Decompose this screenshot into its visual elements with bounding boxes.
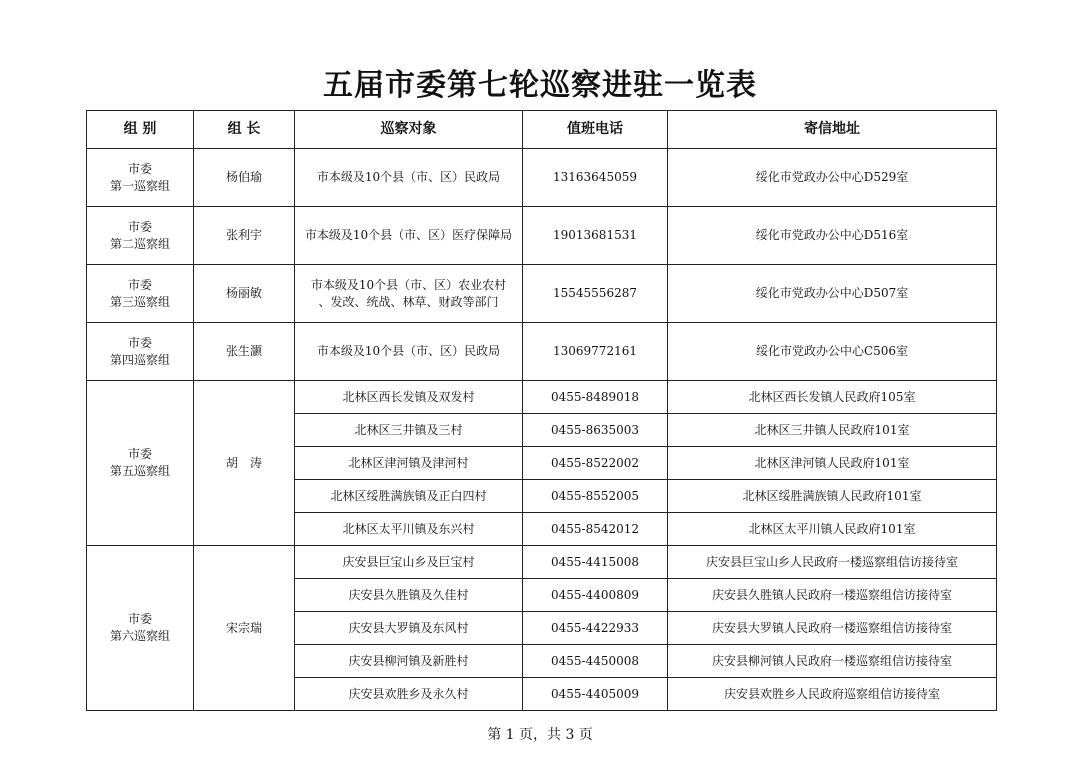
leader-cell: 张生灏 [194,323,295,381]
address-cell: 庆安县久胜镇人民政府一楼巡察组信访接待室 [668,579,997,612]
table-row [87,381,997,414]
group-name-cell: 市委 第五巡察组 [87,381,194,546]
group-name-cell: 市委 第三巡察组 [87,265,194,323]
table-body [87,149,997,711]
target-cell: 市本级及10个县（市、区）农业农村 、发改、统战、林草、财政等部门 [295,265,523,323]
inspection-table [86,110,997,711]
target-cell: 北林区津河镇及津河村 [295,447,523,480]
target-cell: 庆安县久胜镇及久佳村 [295,579,523,612]
phone-cell: 0455-8635003 [523,414,668,447]
phone-cell: 0455-8542012 [523,513,668,546]
phone-cell: 15545556287 [523,265,668,323]
header-phone: 值班电话 [523,111,668,149]
leader-cell: 胡 涛 [194,381,295,546]
header-address: 寄信地址 [668,111,997,149]
target-cell: 市本级及10个县（市、区）民政局 [295,149,523,207]
target-cell: 庆安县柳河镇及新胜村 [295,645,523,678]
phone-cell: 0455-8489018 [523,381,668,414]
address-cell: 绥化市党政办公中心C506室 [668,323,997,381]
target-cell: 北林区太平川镇及东兴村 [295,513,523,546]
page-number: 第 1 页，共 3 页 [487,727,593,743]
page-title: 五届市委第七轮巡察进驻一览表 [323,68,757,103]
phone-cell: 0455-4450008 [523,645,668,678]
phone-cell: 0455-4400809 [523,579,668,612]
phone-cell: 0455-8522002 [523,447,668,480]
target-cell: 庆安县欢胜乡及永久村 [295,678,523,711]
table-header-row [87,111,997,149]
phone-cell: 19013681531 [523,207,668,265]
address-cell: 庆安县欢胜乡人民政府巡察组信访接待室 [668,678,997,711]
target-cell: 北林区西长发镇及双发村 [295,381,523,414]
leader-cell: 宋宗瑞 [194,546,295,711]
leader-cell: 杨丽敏 [194,265,295,323]
phone-cell: 0455-4415008 [523,546,668,579]
address-cell: 北林区三井镇人民政府101室 [668,414,997,447]
header-target: 巡察对象 [295,111,523,149]
phone-cell: 13163645059 [523,149,668,207]
address-cell: 庆安县巨宝山乡人民政府一楼巡察组信访接待室 [668,546,997,579]
table-row [87,207,997,265]
header-leader: 组 长 [194,111,295,149]
target-cell: 庆安县大罗镇及东风村 [295,612,523,645]
phone-cell: 0455-8552005 [523,480,668,513]
table-row [87,149,997,207]
table-row [87,323,997,381]
address-cell: 北林区西长发镇人民政府105室 [668,381,997,414]
address-cell: 北林区绥胜满族镇人民政府101室 [668,480,997,513]
target-cell: 市本级及10个县（市、区）医疗保障局 [295,207,523,265]
header-group: 组 别 [87,111,194,149]
address-cell: 绥化市党政办公中心D516室 [668,207,997,265]
group-name-cell: 市委 第六巡察组 [87,546,194,711]
phone-cell: 0455-4405009 [523,678,668,711]
target-cell: 庆安县巨宝山乡及巨宝村 [295,546,523,579]
table-row [87,265,997,323]
address-cell: 庆安县柳河镇人民政府一楼巡察组信访接待室 [668,645,997,678]
leader-cell: 张利宇 [194,207,295,265]
target-cell: 北林区三井镇及三村 [295,414,523,447]
table-row [87,546,997,579]
address-cell: 绥化市党政办公中心D507室 [668,265,997,323]
phone-cell: 13069772161 [523,323,668,381]
address-cell: 绥化市党政办公中心D529室 [668,149,997,207]
leader-cell: 杨伯瑜 [194,149,295,207]
target-cell: 北林区绥胜满族镇及正白四村 [295,480,523,513]
group-name-cell: 市委 第四巡察组 [87,323,194,381]
phone-cell: 0455-4422933 [523,612,668,645]
target-cell: 市本级及10个县（市、区）民政局 [295,323,523,381]
address-cell: 庆安县大罗镇人民政府一楼巡察组信访接待室 [668,612,997,645]
address-cell: 北林区津河镇人民政府101室 [668,447,997,480]
group-name-cell: 市委 第一巡察组 [87,149,194,207]
group-name-cell: 市委 第二巡察组 [87,207,194,265]
address-cell: 北林区太平川镇人民政府101室 [668,513,997,546]
